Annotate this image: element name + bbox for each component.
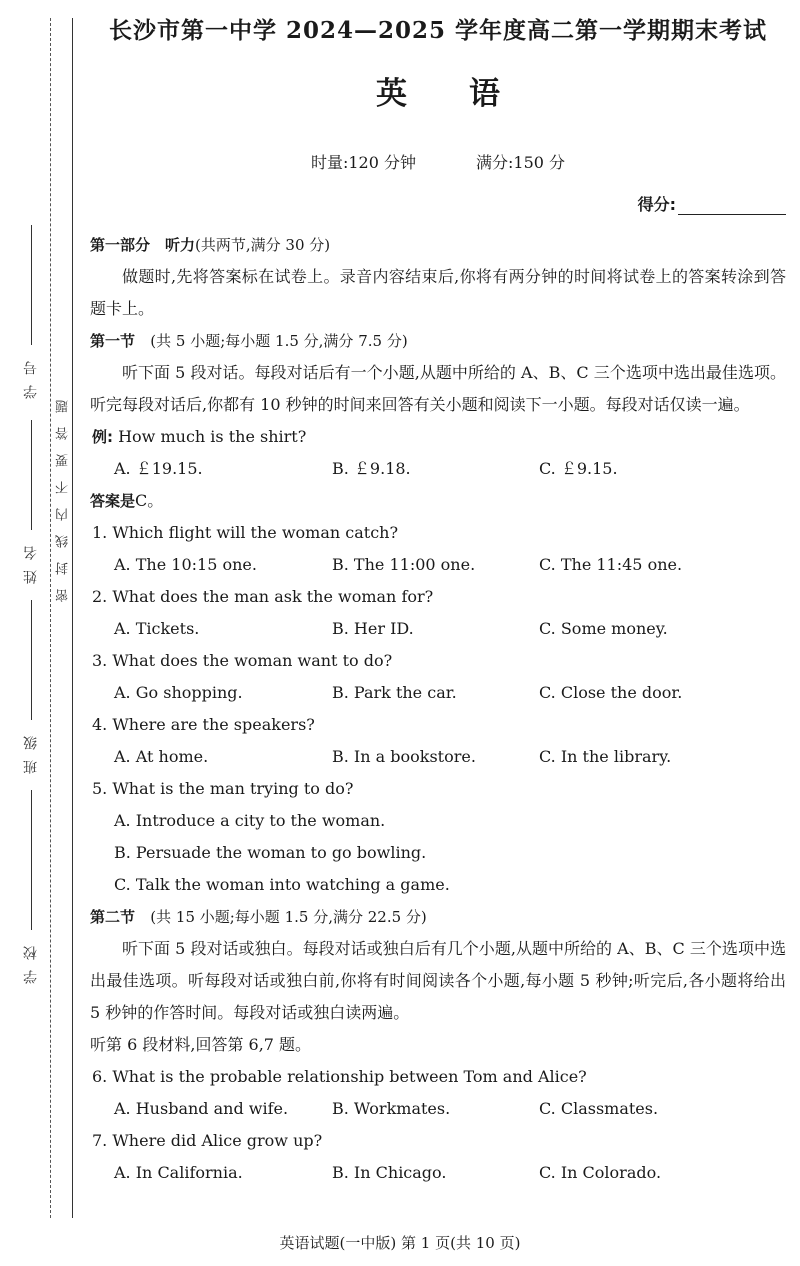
exam-page — [90, 14, 786, 1189]
seal-warning — [56, 400, 70, 602]
part1-heading — [90, 229, 786, 261]
example-label: 例: — [92, 428, 113, 446]
option-a: A. Go shopping. — [114, 683, 243, 702]
field-name-label: 姓名 — [23, 536, 39, 584]
option-c: C. In the library. — [539, 747, 672, 766]
field-class-line — [31, 600, 32, 720]
field-student-id-line — [31, 225, 32, 345]
section2-instruction: 听下面 5 段对话或独白。每段对话或独白后有几个小题,从题中所给的 A、B、C 三个选项中选出最佳选项。听每段对话或独白前,你将有时间阅读各个小题,每小题 5 秒钟;听完后,各小题将给出 5 秒钟的作答时间。每段对话或独白读两遍。 — [90, 939, 786, 1022]
field-name — [22, 420, 40, 584]
field-school — [22, 790, 40, 984]
score-blank[interactable] — [678, 197, 786, 215]
question-1: 1. Which flight will the woman catch? — [92, 523, 399, 542]
section1-instruction: 听下面 5 段对话。每段对话后有一个小题,从题中所给的 A、B、C 三个选项中选出最佳选项。听完每段对话后,你都有 10 秒钟的时间来回答有关小题和阅读下一小题。每段对话仅读一遍。 — [90, 363, 786, 414]
option-b: B. In Chicago. — [332, 1163, 447, 1182]
seal-warning-char: 不 — [55, 481, 71, 494]
field-school-label: 学校 — [23, 936, 39, 984]
option-b: B. Her ID. — [332, 619, 414, 638]
option-c: C. The 11:45 one. — [539, 555, 683, 574]
exam-meta — [90, 152, 786, 174]
section2-heading — [90, 901, 786, 933]
part1-heading-note: (共两节,满分 30 分) — [195, 236, 331, 254]
seal-warning-char: 线 — [55, 535, 71, 548]
example-answer — [90, 485, 786, 517]
question-2-options — [90, 613, 786, 645]
field-class — [22, 600, 40, 774]
option-b: B. Persuade the woman to go bowling. — [114, 843, 427, 862]
example-answer-value: C。 — [135, 491, 164, 510]
seal-line-solid — [72, 18, 73, 1218]
part1-instruction: 做题时,先将答案标在试卷上。录音内容结束后,你将有两分钟的时间将试卷上的答案转涂到答题卡上。 — [90, 267, 786, 318]
question-4: 4. Where are the speakers? — [92, 715, 315, 734]
field-student-id-label: 学号 — [23, 351, 39, 399]
seal-warning-char: 答 — [55, 427, 71, 440]
question-1-options — [90, 549, 786, 581]
exam-subject: 英 语 — [376, 76, 500, 112]
option-b: B. ￡9.18. — [332, 459, 411, 478]
binding-margin — [0, 0, 80, 1266]
option-c: C. Some money. — [539, 619, 668, 638]
page-footer: 英语试题(一中版) 第 1 页(共 10 页) — [279, 1234, 521, 1252]
seal-warning-char: 密 — [55, 589, 71, 602]
option-a: A. Introduce a city to the woman. — [114, 811, 386, 830]
question-7: 7. Where did Alice grow up? — [92, 1131, 323, 1150]
score-field — [90, 192, 786, 215]
score-label: 得分: — [637, 195, 676, 214]
cut-line-dashed — [50, 18, 51, 1218]
option-a: A. ￡19.15. — [114, 459, 203, 478]
field-name-line — [31, 420, 32, 530]
field-school-line — [31, 790, 32, 930]
example-options — [90, 453, 786, 485]
question-6-options — [90, 1093, 786, 1125]
question-3-options — [90, 677, 786, 709]
exam-time: 时量:120 分钟 — [310, 153, 416, 172]
option-a: A. At home. — [114, 747, 209, 766]
field-class-label: 班级 — [23, 726, 39, 774]
section1-heading-note: (共 5 小题;每小题 1.5 分,满分 7.5 分) — [150, 332, 408, 350]
question-5: 5. What is the man trying to do? — [92, 779, 354, 798]
option-b: B. Park the car. — [332, 683, 457, 702]
seal-warning-char: 要 — [55, 454, 71, 467]
question-7-options — [90, 1157, 786, 1189]
field-student-id — [22, 225, 40, 399]
example-question — [90, 421, 786, 453]
question-6: 6. What is the probable relationship between Tom and Alice? — [92, 1067, 587, 1086]
option-c: C. In Colorado. — [539, 1163, 662, 1182]
example-answer-label: 答案是 — [90, 492, 136, 510]
example-question-text: How much is the shirt? — [118, 427, 307, 446]
option-c: C. Close the door. — [539, 683, 683, 702]
part1-listening — [90, 229, 786, 1189]
option-c: C. Talk the woman into watching a game. — [114, 875, 450, 894]
option-a: A. In California. — [114, 1163, 243, 1182]
option-a: A. Husband and wife. — [114, 1099, 289, 1118]
section2-heading-note: (共 15 小题;每小题 1.5 分,满分 22.5 分) — [150, 908, 427, 926]
option-b: B. Workmates. — [332, 1099, 451, 1118]
exam-full-marks: 满分:150 分 — [476, 153, 566, 172]
exam-title: 长沙市第一中学 2024—2025 学年度高二第一学期期末考试 — [108, 17, 768, 44]
section1-heading — [90, 325, 786, 357]
option-c: C. Classmates. — [539, 1099, 659, 1118]
seal-warning-char: 封 — [55, 562, 71, 575]
section2-heading-title: 第二节 — [90, 908, 136, 926]
question-3: 3. What does the woman want to do? — [92, 651, 393, 670]
option-c: C. ￡9.15. — [539, 459, 618, 478]
question-2: 2. What does the man ask the woman for? — [92, 587, 434, 606]
option-b: B. The 11:00 one. — [332, 555, 476, 574]
section1-heading-title: 第一节 — [90, 332, 136, 350]
seal-warning-char: 题 — [55, 400, 71, 413]
part1-heading-title: 第一部分 听力 — [90, 236, 196, 254]
question-4-options — [90, 741, 786, 773]
seal-warning-char: 内 — [55, 508, 71, 521]
option-a: A. The 10:15 one. — [114, 555, 257, 574]
option-b: B. In a bookstore. — [332, 747, 476, 766]
option-a: A. Tickets. — [114, 619, 200, 638]
material-6-note: 听第 6 段材料,回答第 6,7 题。 — [90, 1035, 312, 1054]
